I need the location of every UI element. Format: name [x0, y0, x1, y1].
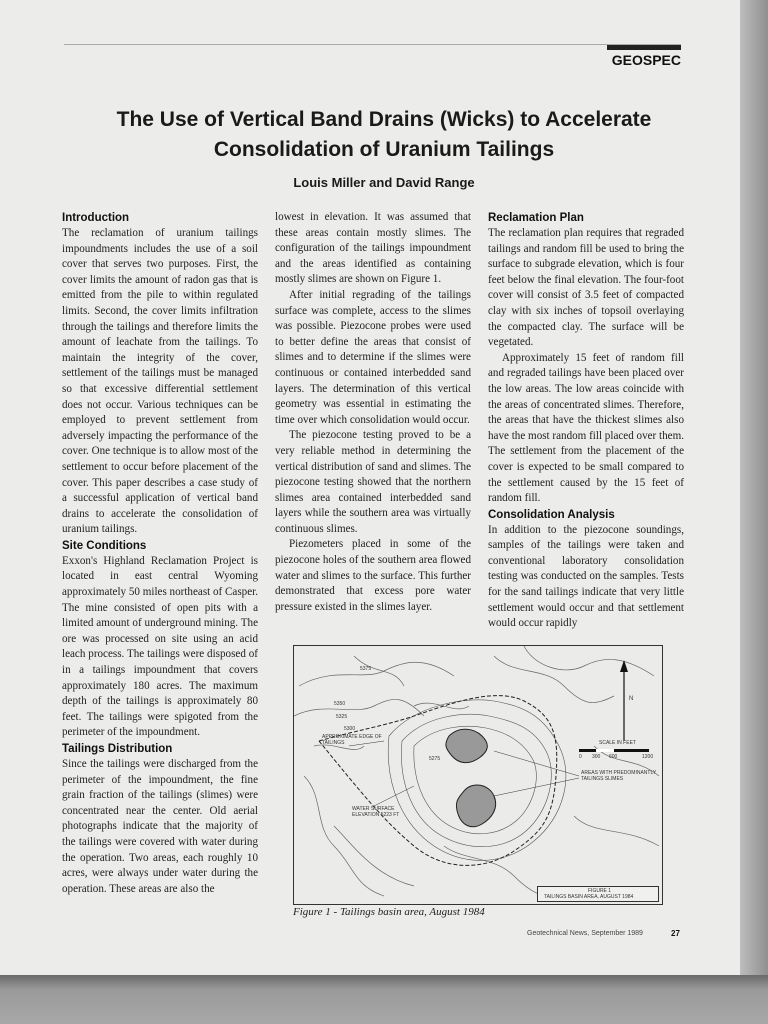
heading-site-conditions: Site Conditions	[62, 539, 147, 552]
contour-label: 5375	[360, 666, 372, 672]
paragraph-col2-3: The piezocone testing proved to be a very reliable method in determining the vertical distribution of sand and slimes. The piezocone testing showed that the northern slimes area contained interbedded sand layers while the southern area was virtually continuous slimes.	[275, 429, 471, 535]
contour-line	[294, 699, 424, 716]
edge-of-tailings-label: APPROXIMATE EDGE OF TAILINGS	[322, 734, 382, 746]
slimes-area-north	[446, 729, 487, 762]
contour-line	[414, 703, 469, 709]
figure-caption: Figure 1 - Tailings basin area, August 1984	[293, 906, 485, 918]
paragraph-col2-4: Piezometers placed in some of the piezocone holes of the southern area flowed water and slimes to the surface. This further demonstrated that excess pore water pressure existed in the slimes layer.	[275, 538, 471, 613]
scale-bar	[579, 749, 649, 752]
figure-box-line-2: TAILINGS BASIN AREA, AUGUST 1984	[544, 894, 634, 900]
column-1	[62, 210, 258, 897]
paragraph-introduction: The reclamation of uranium tailings impoundments includes the use of a soil cover that serves two purposes. First, the cover limits the amount of radon gas that is emitted from the pile to within regulated limits. Second, the cover limits infiltration through the tailings and therefore limits the amount of leachate from the tailings. To maintain the integrity of the cover, settlement of the tailings must be managed so that excessive differential settlement does not occur. Various techniques can be employed to prevent settlement from adversely impacting the performance of the cover. One technique is to allow most of the settlement to occur before placement of the cover. This paper describes a case study of a successful application of vertical band drains to accelerate the consolidation of uranium tailings.	[62, 227, 258, 536]
page-number: 27	[671, 929, 680, 938]
paragraph-col2-2: After initial regrading of the tailings surface was complete, access to the slimes was possible. Piezocone probes were used to better define the areas that consist of slimes and to determine if the slimes were continuous or contained interbedded sand layers. The determination of this vertical geometry was essential in estimating the time over which consolidation would occur.	[275, 288, 471, 426]
heading-reclamation-plan: Reclamation Plan	[488, 212, 584, 224]
water-surface-label: WATER SURFACE ELEVATION 5223 FT	[352, 806, 400, 818]
contour-label: 5300	[344, 726, 356, 732]
north-label: N	[629, 696, 634, 702]
scale-tick-600: 600	[609, 754, 618, 760]
contour-label: 5350	[334, 701, 346, 707]
paragraph-col2-1: lowest in elevation. It was assumed that these areas contain mostly slimes. The configuration of the tailings impoundment and the areas identified as containing mostly slimes are shown on Figure 1.	[275, 211, 471, 286]
paragraph-consolidation: In addition to the piezocone soundings, samples of the tailings were taken and conventional laboratory consolidation testing was conducted on the samples. Tests for the sand tailings indicate that very little settlement would occur and that settlement would occur rapidly	[488, 523, 684, 630]
figure-title-box	[537, 886, 659, 902]
contour-line	[494, 656, 614, 703]
paragraph-reclamation-2: Approximately 15 feet of random fill and regraded tailings have been placed over the low areas. The low areas coincide with the areas of concentrated slimes. Therefore, the areas that have the thickest slimes also have the most random fill placed over them. The settlement from the placement of the cover is expected to be small compared to the settlement caused by the 15 feet of random fill.	[488, 351, 684, 505]
contour-label: 5275	[429, 756, 441, 762]
scale-tick-0: 0	[579, 754, 582, 760]
paragraph-reclamation-1: The reclamation plan requires that regraded tailings and random fill be used to bring the surface to subgrade elevation, which is four feet below the final elevation. The four-foot cover will consist of 3.5 feet of compacted clay with six inches of topsoil overlaying the compacted clay. The surface will be vegetated.	[488, 227, 684, 349]
scale-label: SCALE IN FEET	[599, 740, 636, 746]
column-3	[488, 210, 684, 632]
scale-tick-1200: 1200	[642, 754, 654, 760]
figure-box-line-1: FIGURE 1	[588, 888, 612, 894]
article-authors: Louis Miller and David Range	[293, 175, 475, 190]
paragraph-site-conditions: Exxon's Highland Reclamation Project is located in east central Wyoming approximately 50 miles northeast of Casper. The mine consisted of open pits with a limited amount of underground mining. The ore was processed on site using an acid leach process. The tailings were disposed of in a tailings impoundment that covers approximately 180 acres. The maximum depth of the tailings is approximately 80 feet. The tailings were spigoted from the perimeter of the impoundment.	[62, 554, 258, 739]
contour-line	[524, 646, 654, 676]
heading-introduction: Introduction	[62, 212, 130, 224]
section-name: GEOSPEC	[611, 52, 681, 68]
north-arrow	[620, 660, 628, 741]
heading-tailings-distribution: Tailings Distribution	[62, 743, 173, 755]
contour-line	[299, 662, 454, 686]
scanner-shadow	[0, 975, 768, 1024]
contour-line	[574, 816, 659, 846]
scale-tick-300: 300	[592, 754, 601, 760]
heading-consolidation-analysis: Consolidation Analysis	[488, 508, 615, 521]
slimes-area-south	[456, 785, 495, 827]
contour-line	[304, 776, 384, 896]
slimes-legend-label: AREAS WITH PREDOMINANTLY TAILINGS SLIMES	[581, 770, 657, 782]
paragraph-tailings-distribution: Since the tailings were discharged from the perimeter of the impoundment, the fine grain fraction of the tailings (slimes) were concentrated near the center. Old aerial photographs indicate that the majority of the tailings were covered with water during the operation. Two areas, each roughly 10 acres, were always under water during the operation. These areas are also the	[62, 758, 258, 895]
column-2	[275, 210, 471, 615]
page-edge	[740, 0, 768, 975]
header-rule	[64, 44, 681, 45]
section-bar	[607, 45, 681, 50]
impoundment-contour	[388, 700, 566, 861]
article-title: The Use of Vertical Band Drains (Wicks) to Accelerate Consolidation of Uranium Tailings	[116, 108, 652, 161]
contour-label: 5325	[336, 714, 348, 720]
figure-1-map	[293, 645, 663, 905]
edge-of-tailings-line	[319, 696, 557, 866]
footer-journal: Geotechnical News, September 1989	[527, 930, 643, 937]
leader-line	[374, 786, 414, 806]
